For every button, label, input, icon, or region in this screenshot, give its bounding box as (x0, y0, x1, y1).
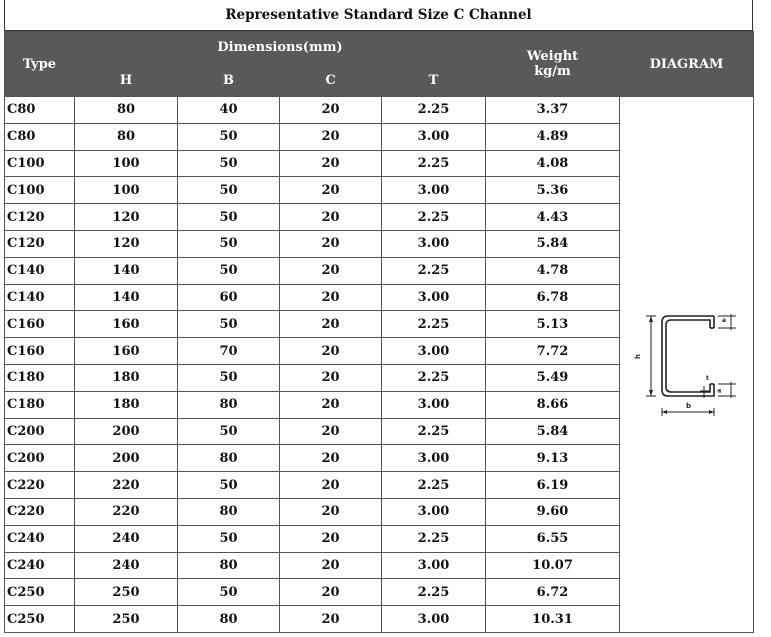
header-weight-unit: kg/m (534, 64, 571, 79)
cell-t: 3.00 (382, 230, 486, 257)
cell-b: 80 (178, 552, 280, 579)
cell-b: 50 (178, 123, 280, 150)
cell-t: 2.25 (382, 97, 486, 124)
cell-weight: 6.72 (486, 579, 620, 606)
cell-t: 3.00 (382, 123, 486, 150)
cell-type: C250 (5, 579, 75, 606)
table-body (5, 97, 754, 633)
cell-h: 80 (75, 97, 178, 124)
cell-t: 2.25 (382, 579, 486, 606)
cell-h: 120 (75, 230, 178, 257)
cell-b: 80 (178, 498, 280, 525)
cell-b: 80 (178, 445, 280, 472)
cell-h: 140 (75, 257, 178, 284)
cell-h: 100 (75, 177, 178, 204)
cell-t: 2.25 (382, 418, 486, 445)
cell-h: 240 (75, 552, 178, 579)
cell-h: 160 (75, 338, 178, 365)
cell-h: 80 (75, 123, 178, 150)
header-type: Type (5, 32, 75, 97)
h-dimension-line (646, 316, 656, 396)
cell-weight: 5.36 (486, 177, 620, 204)
header-b: B (178, 64, 280, 97)
cell-h: 180 (75, 391, 178, 418)
diagram-cell (620, 97, 754, 633)
cell-b: 50 (178, 204, 280, 231)
cell-t: 2.25 (382, 364, 486, 391)
cell-b: 50 (178, 230, 280, 257)
header-row-1 (5, 32, 754, 64)
cell-h: 140 (75, 284, 178, 311)
header-diagram: DIAGRAM (620, 32, 754, 97)
cell-t: 3.00 (382, 177, 486, 204)
cell-c: 20 (280, 338, 382, 365)
cell-c: 20 (280, 230, 382, 257)
cell-t: 2.25 (382, 150, 486, 177)
diagram-label-a-top: a (721, 317, 726, 325)
header-dimensions: Dimensions(mm) (75, 32, 486, 64)
cell-c: 20 (280, 284, 382, 311)
diagram-label-t: t (705, 375, 709, 383)
cell-weight: 10.31 (486, 606, 620, 633)
cell-c: 20 (280, 579, 382, 606)
cell-c: 20 (280, 311, 382, 338)
diagram-label-a-bottom: a (715, 389, 723, 394)
cell-h: 200 (75, 445, 178, 472)
cell-t: 2.25 (382, 257, 486, 284)
header-weight-line1: Weight (526, 49, 579, 64)
cell-t: 3.00 (382, 338, 486, 365)
cell-c: 20 (280, 606, 382, 633)
cell-b: 50 (178, 257, 280, 284)
cell-t: 2.25 (382, 472, 486, 499)
cell-h: 220 (75, 498, 178, 525)
cell-type: C220 (5, 472, 75, 499)
a-dimension-top (718, 314, 736, 330)
cell-c: 20 (280, 204, 382, 231)
table-row (5, 97, 754, 124)
cell-c: 20 (280, 257, 382, 284)
cell-b: 80 (178, 391, 280, 418)
cell-type: C180 (5, 364, 75, 391)
cell-t: 3.00 (382, 606, 486, 633)
cell-c: 20 (280, 445, 382, 472)
cell-type: C100 (5, 177, 75, 204)
cell-h: 250 (75, 579, 178, 606)
table-title: Representative Standard Size C Channel (4, 0, 753, 31)
cell-b: 50 (178, 579, 280, 606)
cell-b: 40 (178, 97, 280, 124)
cell-c: 20 (280, 123, 382, 150)
cell-c: 20 (280, 364, 382, 391)
cell-weight: 4.43 (486, 204, 620, 231)
cell-weight: 9.13 (486, 445, 620, 472)
cell-weight: 9.60 (486, 498, 620, 525)
cell-h: 200 (75, 418, 178, 445)
c-channel-profile-outer (662, 316, 714, 396)
cell-b: 50 (178, 525, 280, 552)
cell-b: 60 (178, 284, 280, 311)
cell-b: 50 (178, 364, 280, 391)
cell-weight: 3.37 (486, 97, 620, 124)
cell-c: 20 (280, 498, 382, 525)
cell-t: 3.00 (382, 284, 486, 311)
cell-type: C240 (5, 552, 75, 579)
cell-t: 2.25 (382, 525, 486, 552)
cell-c: 20 (280, 97, 382, 124)
cell-h: 100 (75, 150, 178, 177)
cell-t: 2.25 (382, 311, 486, 338)
cell-weight: 10.07 (486, 552, 620, 579)
cell-weight: 4.89 (486, 123, 620, 150)
cell-t: 3.00 (382, 391, 486, 418)
cell-type: C120 (5, 230, 75, 257)
cell-t: 3.00 (382, 498, 486, 525)
cell-weight: 6.55 (486, 525, 620, 552)
cell-h: 120 (75, 204, 178, 231)
cell-b: 50 (178, 177, 280, 204)
cell-b: 50 (178, 150, 280, 177)
cell-weight: 5.84 (486, 418, 620, 445)
cell-weight: 6.78 (486, 284, 620, 311)
diagram-label-h: h (633, 354, 642, 360)
cell-type: C80 (5, 97, 75, 124)
cell-weight: 7.72 (486, 338, 620, 365)
cell-b: 50 (178, 311, 280, 338)
cell-c: 20 (280, 391, 382, 418)
cell-c: 20 (280, 177, 382, 204)
header-c: C (280, 64, 382, 97)
cell-t: 3.00 (382, 445, 486, 472)
cell-b: 50 (178, 418, 280, 445)
cell-type: C80 (5, 123, 75, 150)
cell-t: 3.00 (382, 552, 486, 579)
cell-weight: 5.13 (486, 311, 620, 338)
cell-b: 50 (178, 472, 280, 499)
cell-type: C140 (5, 284, 75, 311)
c-channel-diagram (632, 308, 742, 420)
cell-t: 2.25 (382, 204, 486, 231)
cell-weight: 5.49 (486, 364, 620, 391)
cell-c: 20 (280, 150, 382, 177)
cell-type: C200 (5, 445, 75, 472)
cell-c: 20 (280, 552, 382, 579)
cell-weight: 4.08 (486, 150, 620, 177)
cell-c: 20 (280, 418, 382, 445)
cell-weight: 5.84 (486, 230, 620, 257)
header-weight (486, 32, 620, 97)
cell-weight: 4.78 (486, 257, 620, 284)
cell-type: C120 (5, 204, 75, 231)
cell-c: 20 (280, 472, 382, 499)
c-channel-size-table (4, 31, 754, 633)
header-t: T (382, 64, 486, 97)
cell-type: C160 (5, 338, 75, 365)
cell-type: C250 (5, 606, 75, 633)
cell-h: 250 (75, 606, 178, 633)
cell-b: 70 (178, 338, 280, 365)
cell-type: C220 (5, 498, 75, 525)
cell-c: 20 (280, 525, 382, 552)
cell-h: 160 (75, 311, 178, 338)
header-h: H (75, 64, 178, 97)
cell-type: C240 (5, 525, 75, 552)
cell-type: C140 (5, 257, 75, 284)
cell-weight: 6.19 (486, 472, 620, 499)
cell-h: 180 (75, 364, 178, 391)
c-channel-table-container (4, 0, 753, 633)
cell-type: C200 (5, 418, 75, 445)
cell-weight: 8.66 (486, 391, 620, 418)
cell-type: C160 (5, 311, 75, 338)
cell-h: 240 (75, 525, 178, 552)
cell-h: 220 (75, 472, 178, 499)
diagram-label-b: b (685, 402, 691, 411)
cell-type: C100 (5, 150, 75, 177)
cell-b: 80 (178, 606, 280, 633)
cell-type: C180 (5, 391, 75, 418)
